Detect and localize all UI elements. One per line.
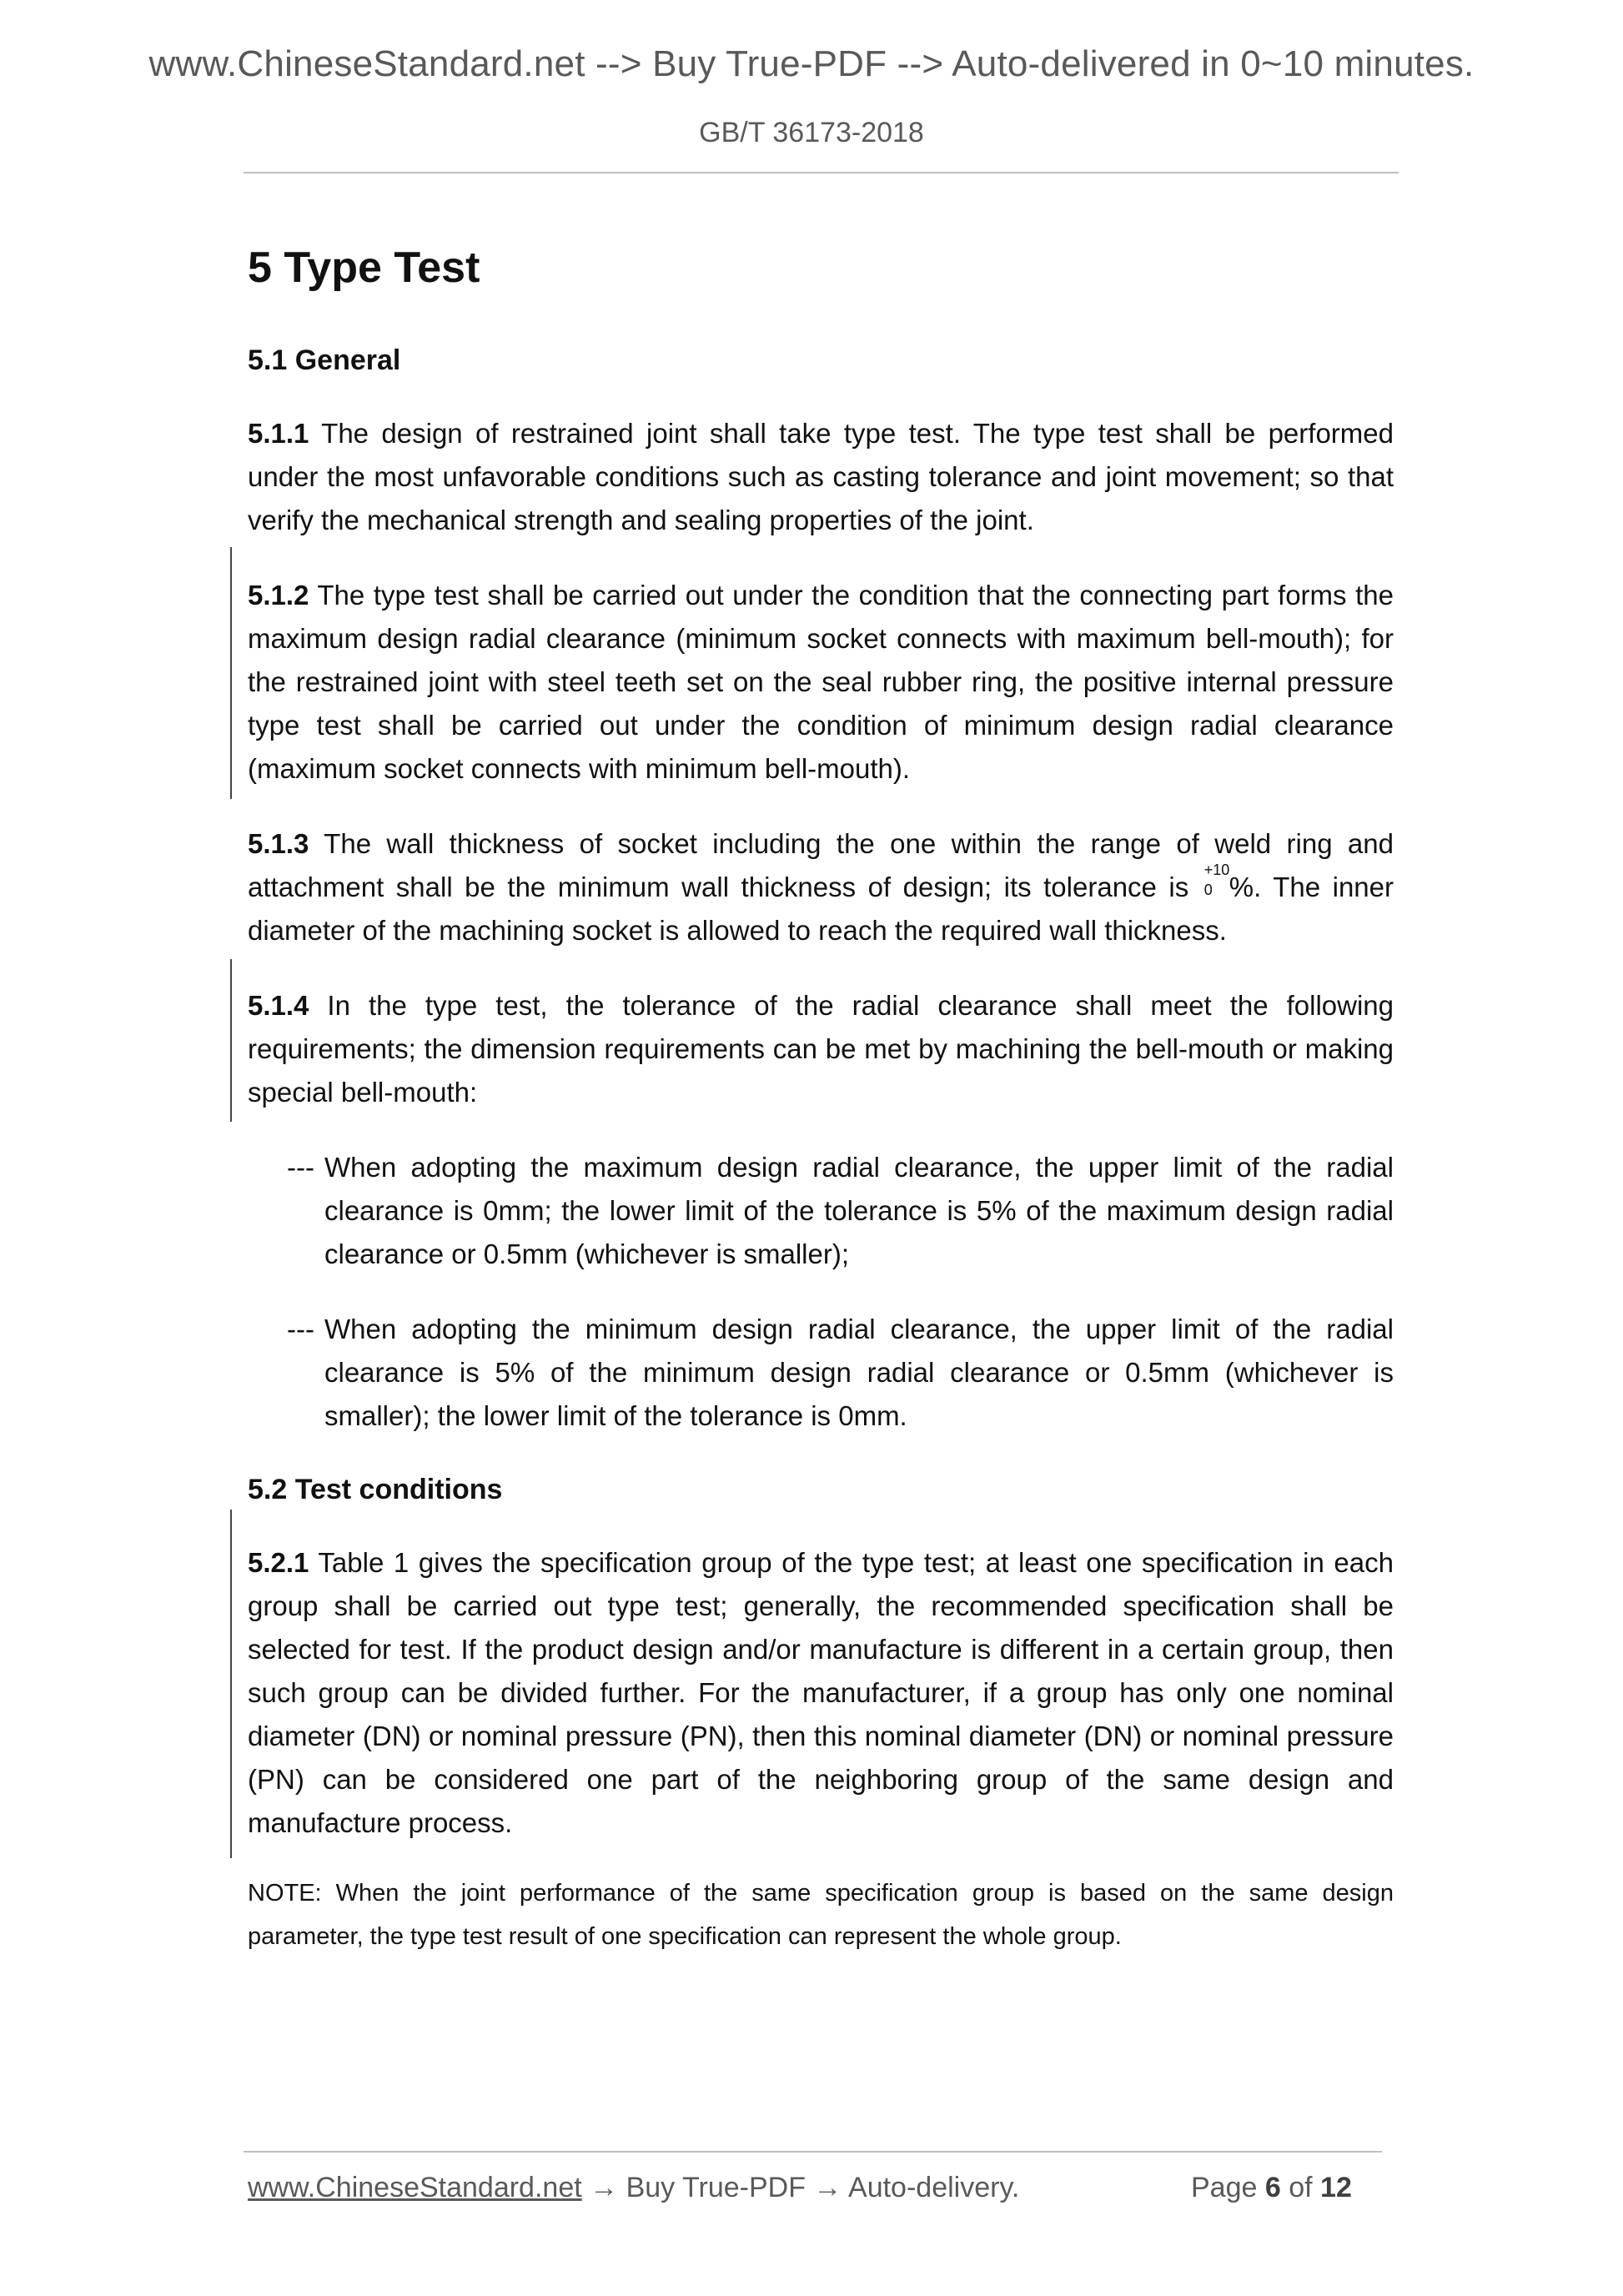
standard-number: GB/T 36173-2018 <box>699 117 924 148</box>
site-link[interactable]: www.ChineseStandard.net <box>248 2172 582 2203</box>
clause-5-2-1 <box>248 1541 1394 1845</box>
list-item <box>248 1146 1394 1276</box>
clause-5-1-2 <box>248 574 1394 791</box>
note: NOTE: When the joint performance of the same specification group is based on the same design parameter, the type test result of one specification can represent the whole group. <box>248 1880 1394 1950</box>
tolerance-stack <box>1201 862 1230 898</box>
of-label: of <box>1280 2172 1321 2203</box>
clause-number: 5.1.2 <box>248 580 309 610</box>
delivery-text: Auto-delivery. <box>848 2172 1020 2203</box>
change-bar <box>230 1510 232 1858</box>
subsection-heading-general: 5.1 General <box>248 344 401 376</box>
section-title: 5 Type Test <box>248 244 480 292</box>
clause-text: The type test shall be carried out under the condition that the connecting part forms the maximum design radial clearance (minimum socket connects with maximum bell-mouth); for the restrained joint with steel teeth set on the seal rubber ring, the positive internal pressure type test shall be carried out under the condition of minimum design radial clearance (maximum socket connects with minimum bell-mouth). <box>248 580 1394 784</box>
change-bar <box>230 959 232 1122</box>
page-number: 6 <box>1264 2172 1281 2203</box>
list-item-text: When adopting the maximum design radial clearance, the upper limit of the radial clearance is 0mm; the lower limit of the tolerance is 5% of the maximum design radial clearance or 0.5mm (whichever is smaller); <box>324 1152 1394 1269</box>
arrow-icon: → <box>805 2172 849 2203</box>
subsection-heading-test-conditions: 5.2 Test conditions <box>248 1474 503 1505</box>
clause-text: In the type test, the tolerance of the radial clearance shall meet the following requirements; the dimension requirements can be met by machining the bell-mouth or making special bell-mouth: <box>248 990 1394 1108</box>
clause-number: 5.1.3 <box>248 828 309 859</box>
clause-number: 5.1.4 <box>248 990 309 1021</box>
header-divider <box>244 172 1399 173</box>
site-banner: www.ChineseStandard.net --> Buy True-PDF --> Auto-delivered in 0~10 minutes. <box>148 43 1475 84</box>
dash-marker: --- <box>287 1152 314 1183</box>
clause-5-1-3 <box>248 822 1394 952</box>
change-bar <box>230 547 232 799</box>
document-body <box>248 239 1394 1990</box>
clause-text-continued: %. The inner diameter of the machining socket is allowed to reach the required wall thickness. <box>248 872 1394 946</box>
tolerance-lower: 0 <box>1203 882 1213 898</box>
tolerance-upper: +10 <box>1203 862 1230 878</box>
page-total: 12 <box>1320 2172 1352 2203</box>
clause-text: The design of restrained joint shall take type test. The type test shall be performed under the most unfavorable conditions such as casting tolerance and joint movement; so that verify the mechanical strength and sealing properties of the joint. <box>248 418 1394 535</box>
page-indicator <box>1191 2172 1352 2204</box>
list-item <box>248 1308 1394 1438</box>
buy-link[interactable]: Buy True-PDF <box>626 2172 806 2203</box>
clause-text: Table 1 gives the specification group of the type test; at least one specification in each group shall be carried out type test; generally, the recommended specification shall be selected for test. If the product design and/or manufacture is different in a certain group, then such group can be divided further. For the manufacturer, if a group has only one nominal diameter (DN) or nominal pressure (PN), then this nominal diameter (DN) or nominal pressure (PN) can be considered one part of the neighboring group of the same design and manufacture process. <box>248 1547 1394 1838</box>
clause-number: 5.1.1 <box>248 418 309 449</box>
footer-links <box>248 2172 1019 2204</box>
clause-text: The wall thickness of socket including the one within the range of weld ring and attachment shall be the minimum wall thickness of design; its tolerance is <box>248 828 1394 902</box>
clause-5-1-1 <box>248 412 1394 542</box>
dash-marker: --- <box>287 1314 314 1344</box>
arrow-icon: → <box>581 2172 626 2203</box>
page-label: Page <box>1191 2172 1265 2203</box>
clause-5-1-4 <box>248 984 1394 1114</box>
list-item-text: When adopting the minimum design radial clearance, the upper limit of the radial clearance is 5% of the minimum design radial clearance or 0.5mm (whichever is smaller); the lower limit of the tolerance is 0mm. <box>324 1314 1394 1431</box>
clause-number: 5.2.1 <box>248 1547 309 1578</box>
footer-divider <box>244 2151 1382 2153</box>
